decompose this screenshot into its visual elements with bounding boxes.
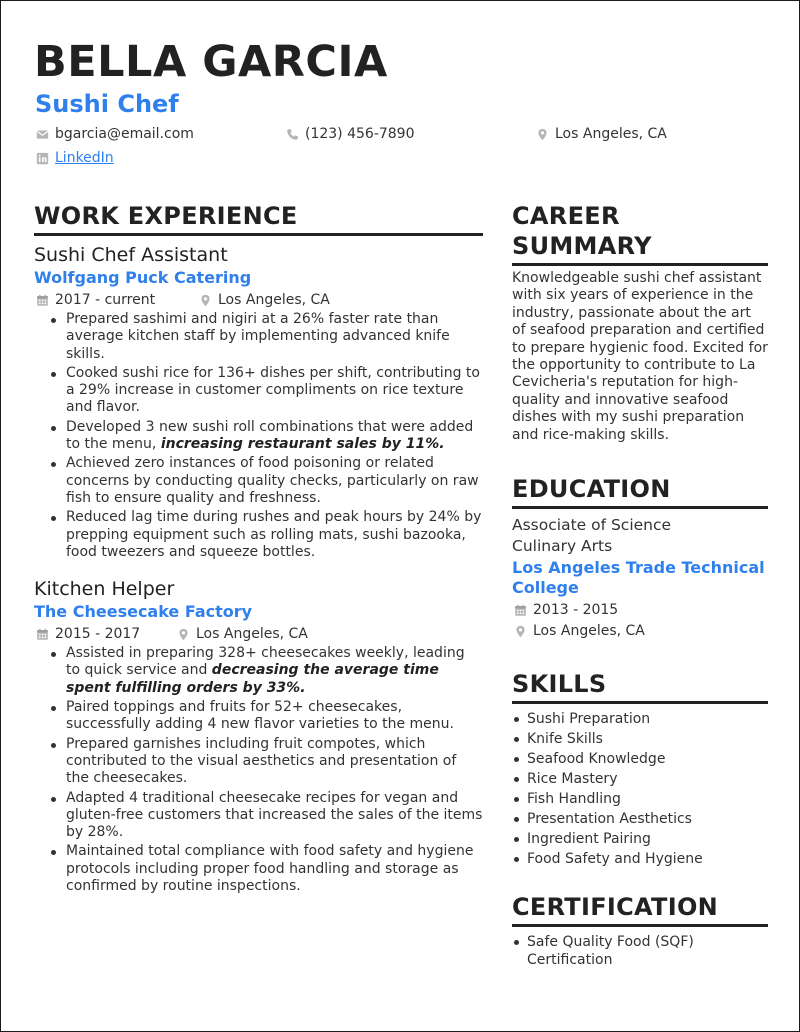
bullet-item: Prepared garnishes including fruit compotes, which contributed to the visual aesthetics and presentation of the cheesecakes. bbox=[34, 736, 483, 788]
education-dates bbox=[512, 601, 768, 619]
bullet-item: Cooked sushi rice for 136+ dishes per shift, contributing to a 29% increase in customer compliments on rice texture and flavor. bbox=[34, 365, 483, 417]
envelope-icon bbox=[36, 128, 49, 141]
job-title: Kitchen Helper bbox=[34, 578, 175, 601]
location-text: Los Angeles, CA bbox=[533, 623, 645, 640]
skill-item: Rice Mastery bbox=[512, 770, 768, 788]
job-entry bbox=[34, 577, 483, 895]
calendar-icon bbox=[36, 294, 49, 307]
career-summary-section bbox=[512, 201, 768, 444]
job-meta bbox=[34, 625, 483, 643]
job-dates bbox=[34, 291, 199, 309]
bullet-item: Paired toppings and fruits for 52+ cheesecakes, successfully adding 4 new flavor varieties to the menu. bbox=[34, 699, 483, 734]
work-experience-heading: WORK EXPERIENCE bbox=[34, 201, 483, 236]
bullet-item: Developed 3 new sushi roll combinations that were added to the menu, increasing restaurant sales by 11%. bbox=[34, 419, 483, 454]
job-entry bbox=[34, 243, 483, 561]
right-column bbox=[512, 201, 768, 971]
education-heading: EDUCATION bbox=[512, 474, 768, 509]
candidate-title: Sushi Chef bbox=[35, 90, 179, 118]
location-text: Los Angeles, CA bbox=[555, 126, 667, 142]
location-text: Los Angeles, CA bbox=[196, 626, 308, 643]
bullet-item: Adapted 4 traditional cheesecake recipes for vegan and gluten-free customers that increased the sales of the items by 28%. bbox=[34, 790, 483, 842]
career-summary-text: Knowledgeable sushi chef assistant with six years of experience in the industry, passionate about the art of seafood preparation and certified to prepare hygienic food. Excited for the opportunity to contribute to La Cevicheria's reputation for high-quality and innovative seafood dishes with my sushi preparation and rice-making skills. bbox=[512, 270, 768, 443]
skill-item: Sushi Preparation bbox=[512, 710, 768, 728]
linkedin-link[interactable]: LinkedIn bbox=[55, 150, 114, 166]
map-pin-icon bbox=[514, 625, 527, 638]
bullet-item: Assisted in preparing 328+ cheesecakes weekly, leading to quick service and decreasing the average time spent fulfilling orders by 33%. bbox=[34, 645, 483, 697]
certification-item: Safe Quality Food (SQF) Certification bbox=[512, 933, 768, 969]
skill-item: Presentation Aesthetics bbox=[512, 810, 768, 828]
contact-location bbox=[536, 125, 667, 143]
location-text: Los Angeles, CA bbox=[218, 292, 330, 308]
email-text: bgarcia@email.com bbox=[55, 126, 194, 142]
job-bullets bbox=[34, 645, 483, 895]
education-degree: Associate of Science bbox=[512, 516, 672, 535]
education-section bbox=[512, 474, 768, 640]
certification-heading: CERTIFICATION bbox=[512, 892, 768, 927]
education-location bbox=[512, 622, 768, 640]
bullet-item: Achieved zero instances of food poisoning or related concerns by conducting quality checks, particularly on raw fish to ensure quality and freshness. bbox=[34, 455, 483, 507]
candidate-name: BELLA GARCIA bbox=[34, 37, 388, 87]
job-location bbox=[177, 625, 308, 643]
bullet-item: Maintained total compliance with food safety and hygiene protocols including proper food handling and storage as confirmed by routine inspections. bbox=[34, 843, 483, 895]
skill-item: Seafood Knowledge bbox=[512, 750, 768, 768]
certification-list bbox=[512, 933, 768, 969]
contact-phone bbox=[286, 125, 415, 143]
skills-list bbox=[512, 710, 768, 868]
job-location bbox=[199, 291, 330, 309]
job-company: Wolfgang Puck Catering bbox=[34, 268, 252, 287]
bullet-item: Prepared sashimi and nigiri at a 26% faster rate than average kitchen staff by implementing advanced knife skills. bbox=[34, 311, 483, 363]
skills-heading: SKILLS bbox=[512, 669, 768, 704]
certification-section bbox=[512, 892, 768, 969]
dates-text: 2017 - current bbox=[55, 292, 156, 308]
skill-item: Knife Skills bbox=[512, 730, 768, 748]
job-company: The Cheesecake Factory bbox=[34, 602, 253, 622]
dates-text: 2015 - 2017 bbox=[55, 626, 141, 643]
phone-icon bbox=[286, 128, 299, 141]
bullet-item: Reduced lag time during rushes and peak hours by 24% by prepping equipment such as rolling mats, sushi bazooka, food tweezers and squeeze bottles. bbox=[34, 509, 483, 561]
contact-linkedin bbox=[36, 149, 114, 167]
calendar-icon bbox=[514, 604, 527, 617]
skill-item: Food Safety and Hygiene bbox=[512, 850, 768, 868]
education-field: Culinary Arts bbox=[512, 537, 613, 556]
calendar-icon bbox=[36, 628, 49, 641]
map-pin-icon bbox=[536, 128, 549, 141]
work-experience-section bbox=[34, 201, 483, 897]
map-pin-icon bbox=[199, 294, 212, 307]
contact-email bbox=[36, 125, 194, 143]
job-bullets bbox=[34, 311, 483, 561]
career-summary-heading: CAREER SUMMARY bbox=[512, 201, 768, 266]
map-pin-icon bbox=[177, 628, 190, 641]
skill-item: Fish Handling bbox=[512, 790, 768, 808]
dates-text: 2013 - 2015 bbox=[533, 602, 619, 619]
skill-item: Ingredient Pairing bbox=[512, 830, 768, 848]
job-dates bbox=[34, 625, 177, 643]
job-title: Sushi Chef Assistant bbox=[34, 244, 228, 266]
linkedin-icon bbox=[36, 152, 49, 165]
job-meta bbox=[34, 291, 483, 309]
education-school: Los Angeles Trade Technical College bbox=[512, 558, 765, 598]
phone-text: (123) 456-7890 bbox=[305, 126, 415, 142]
skills-section bbox=[512, 669, 768, 868]
